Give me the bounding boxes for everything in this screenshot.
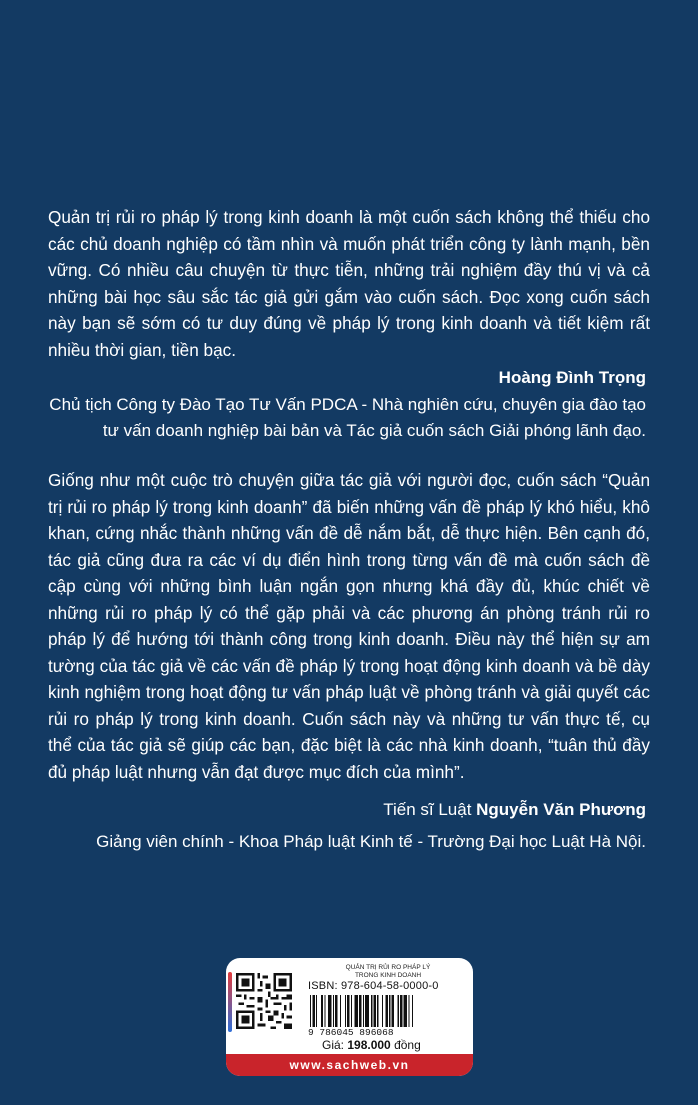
qr-code-icon [236,973,292,1029]
price-unit: đồng [390,1038,421,1052]
reviewer-1-role: Chủ tịch Công ty Đào Tạo Tư Vấn PDCA - Nhà nghiên cứu, chuyên gia đào tạo tư vấn doanh nghiệp bài bản và Tác giả cuốn sách Giải phóng lãnh đạo. [49,394,646,440]
price-label: Giá: [322,1038,348,1052]
review-paragraph-2: Giống như một cuộc trò chuyện giữa tác giả với người đọc, cuốn sách “Quản trị rủi ro pháp lý trong kinh doanh” đã biến những vấn đề pháp lý khó hiểu, khô khan, cứng nhắc thành những vấn đề dễ nắm bắt, dễ thực hiện. Bên cạnh đó, tác giả cũng đưa ra các ví dụ điển hình trong từng vấn đề mà cuốn sách đề cập cùng với những bình luận ngắn gọn nhưng khá đầy đủ, khúc chiết về những rủi ro pháp lý có thể gặp phải và các phương án phòng tránh rủi ro pháp lý để hướng tới thành công trong kinh doanh. Điều này thể hiện sự am tường của tác giả về các vấn đề pháp lý trong hoạt động kinh doanh và bề dày kinh nghiệm trong hoạt động tư vấn pháp luật về phòng tránh và giải quyết các rủi ro pháp lý trong kinh doanh. Cuốn sách này và những tư vấn thực tế, cụ thể của tác giả sẽ giúp các bạn, đặc biệt là các nhà kinh doanh, “tuân thủ đầy đủ pháp luật nhưng vẫn đạt được mục đích của mình”. [48,470,650,782]
reviewer-1-name: Hoàng Đình Trọng [498,368,646,387]
sticker-book-title [306,964,470,980]
website-bar: www.sachweb.vn [226,1054,473,1076]
barcode-sticker [226,958,473,1076]
qr-accent-strip [228,972,232,1032]
sticker-title-line-1: QUẢN TRỊ RỦI RO PHÁP LÝ [345,964,431,971]
barcode-digits: 9 786045 896068 [308,1027,468,1039]
reviewer-2-name: Nguyễn Văn Phương [476,800,646,819]
reviewer-2-title-line [96,797,646,824]
reviewer-1-signature [36,365,646,445]
price-value: 198.000 [347,1038,391,1052]
price-line [322,1038,421,1052]
reviewer-2-prefix: Tiến sĩ Luật [383,800,477,819]
sticker-title-line-2: TRONG KINH DOANH [354,972,422,979]
reviewer-2-role: Giảng viên chính - Khoa Pháp luật Kinh tế - Trường Đại học Luật Hà Nội. [96,831,646,851]
isbn-number: ISBN: 978-604-58-0000-0 [308,980,439,992]
reviewer-2-signature [96,797,646,855]
review-paragraph-1: Quản trị rủi ro pháp lý trong kinh doanh là một cuốn sách không thể thiếu cho các chủ doanh nghiệp có tầm nhìn và muốn phát triển công ty lành mạnh, bền vững. Có nhiều câu chuyện từ thực tiễn, những trải nghiệm đầy thú vị và cả những bài học sâu sắc tác giả gửi gắm vào cuốn sách. Đọc xong cuốn sách này bạn sẽ sớm có tư duy đúng về pháp lý trong kinh doanh và tiết kiệm rất nhiều thời gian, tiền bạc. [48,207,650,360]
